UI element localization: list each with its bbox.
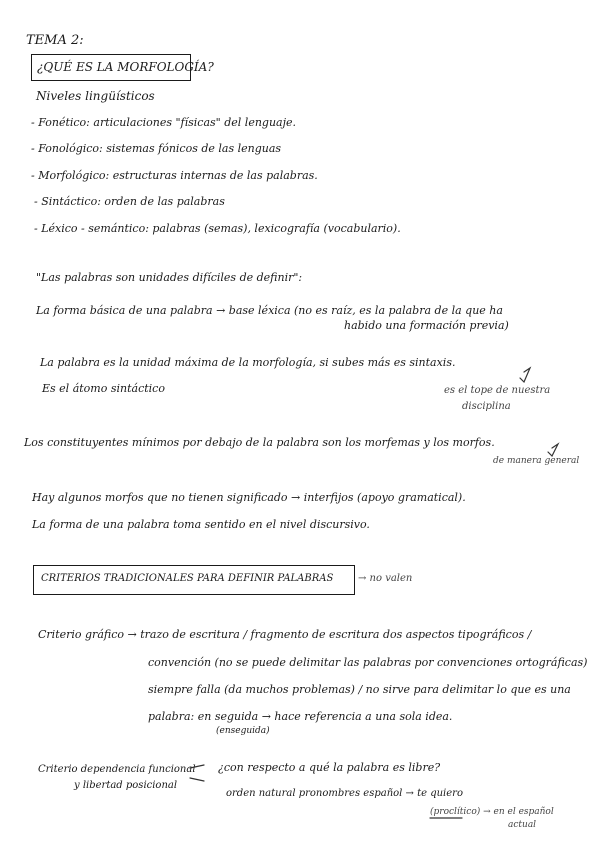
morfos-line: Hay algunos morfos que no tienen significado → interfijos (apoyo gramatical). <box>32 491 466 504</box>
niveles-title: Niveles lingüísticos <box>36 89 155 103</box>
question-title: ¿QUÉ ES LA MORFOLOGÍA? <box>37 60 214 74</box>
grafico-line-3: siempre falla (da muchos problemas) / no sirve para delimitar lo que es una <box>148 683 571 696</box>
tema-title: TEMA 2: <box>26 33 84 48</box>
dep-line-1: Criterio dependencia funcional <box>38 764 196 775</box>
unidad-line: La palabra es la unidad máxima de la morfología, si subes más es sintaxis. <box>40 356 456 369</box>
forma-line-2: habido una formación previa) <box>344 319 509 332</box>
note-tope-2: disciplina <box>462 401 511 412</box>
dep-question: ¿con respecto a qué la palabra es libre? <box>218 761 441 774</box>
criterios-title: CRITERIOS TRADICIONALES PARA DEFINIR PALABRAS <box>41 573 334 584</box>
grafico-line-1: Criterio gráfico → trazo de escritura / fragmento de escritura dos aspectos tipográficos / <box>38 628 532 641</box>
nivel-lexico: - Léxico - semántico: palabras (semas), lexicografía (vocabulario). <box>34 222 401 235</box>
nivel-fonologico: - Fonológico: sistemas fónicos de las lenguas <box>31 142 282 155</box>
nivel-morfologico: - Morfológico: estructuras internas de las palabras. <box>31 169 318 182</box>
forma-line-1: La forma básica de una palabra → base léxica (no es raíz, es la palabra de la que ha <box>36 304 503 317</box>
proclitico-line: (proclítico) → en el español <box>430 807 554 817</box>
note-tope-1: es el tope de nuestra <box>444 385 551 396</box>
criterios-note: → no valen <box>358 573 413 584</box>
grafico-line-5: (enseguida) <box>216 726 270 736</box>
nivel-fonetico: - Fonético: articulaciones "físicas" del lenguaje. <box>31 116 297 129</box>
sentido-line: La forma de una palabra toma sentido en el nivel discursivo. <box>32 518 370 531</box>
note-general: de manera general <box>493 456 580 466</box>
atomo-line: Es el átomo sintáctico <box>42 382 165 395</box>
dep-line-2: y libertad posicional <box>74 780 178 791</box>
quote-line: "Las palabras son unidades difíciles de definir": <box>36 271 303 284</box>
constituyentes-line: Los constituyentes mínimos por debajo de la palabra son los morfemas y los morfos. <box>24 436 495 449</box>
nivel-sintactico: - Sintáctico: orden de las palabras <box>34 195 225 208</box>
actual-line: actual <box>508 820 537 830</box>
grafico-line-4: palabra: en seguida → hace referencia a una sola idea. <box>148 710 453 723</box>
grafico-line-2: convención (no se puede delimitar las palabras por convenciones ortográficas) <box>148 656 588 669</box>
orden-line: orden natural pronombres español → te quiero <box>226 788 463 799</box>
